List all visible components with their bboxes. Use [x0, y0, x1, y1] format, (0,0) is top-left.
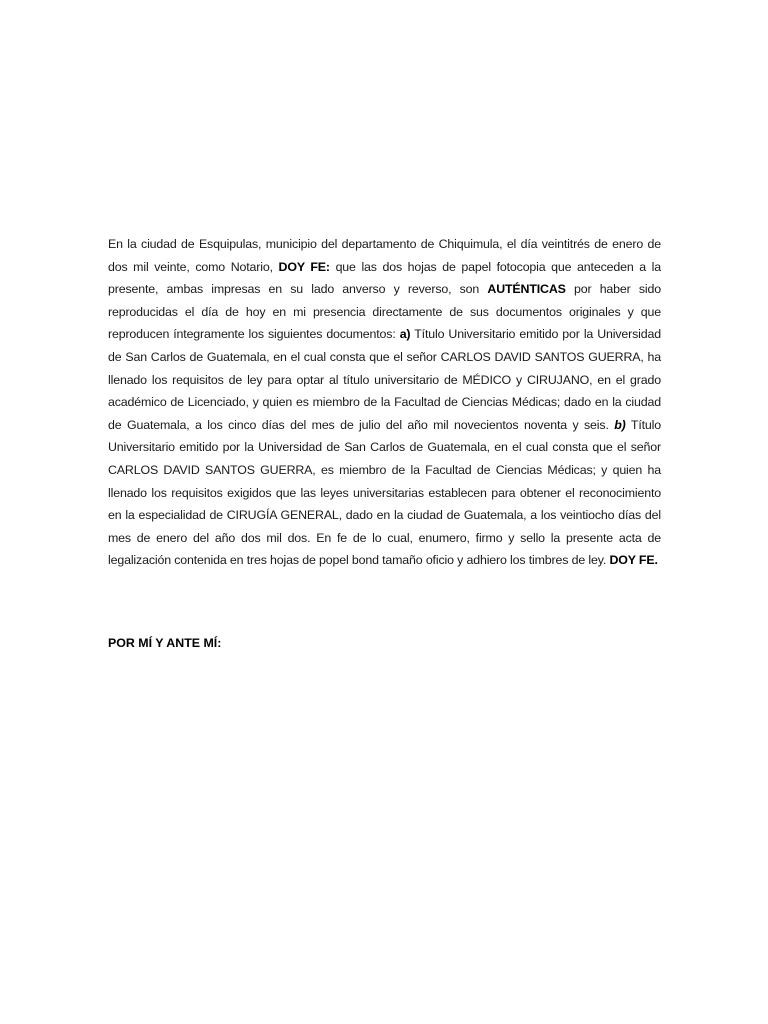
paragraph-text-3: por haber sido reproducidas el día de hoy en mi presencia directamente de sus documentos originales y que reproducen íntegramente los siguientes documentos: [108, 282, 661, 342]
paragraph-text-5: Título Universitario emitido por la Universidad de San Carlos de Guatemala, en el cual consta que el señor CARLOS DAVID SANTOS GUERRA, es miembro de la Facultad de Ciencias Médicas; y quien ha llenado los requisitos exigidos que las leyes universitarias establecen para obtener el reconocimiento en la especialidad de CIRUGÍA GENERAL, dado en la ciudad de Guatemala, a los veintiocho días del mes de enero del año dos mil dos. En fe de lo cual, enumero, firmo y sello la presente acta de legalización contenida en tres hojas de popel bond tamaño oficio y adhiero los timbres de ley. [108, 417, 661, 568]
paragraph-text-4: Título Universitario emitido por la Universidad de San Carlos de Guatemala, en el cual consta que el señor CARLOS DAVID SANTOS GUERRA, ha llenado los requisitos de ley para optar al título universitario de MÉDICO y CIRUJANO, en el grado académico de Licenciado, y quien es miembro de la Facultad de Ciencias Médicas; dado en la ciudad de Guatemala, a los cinco días del mes de julio del año mil novecientos noventa y seis. [108, 327, 662, 432]
paragraph-text-1: En la ciudad de Esquipulas, municipio del departamento de Chiquimula, el día veintitrés de enero de dos mil veinte, como Notario, [108, 237, 661, 274]
item-a-marker: a) [399, 327, 411, 342]
doy-fe-heading: DOY FE: [278, 259, 330, 274]
legalization-paragraph [108, 233, 661, 572]
paragraph-text-2: que las dos hojas de papel fotocopia que anteceden a la presente, ambas impresas en su lado anverso y reverso, son [108, 259, 661, 297]
signature-line: POR MÍ Y ANTE MÍ: [108, 636, 222, 650]
doy-fe-closing: DOY FE. [609, 553, 658, 568]
item-b-marker: b) [614, 417, 626, 432]
autenticas-label: AUTÉNTICAS [487, 282, 566, 297]
